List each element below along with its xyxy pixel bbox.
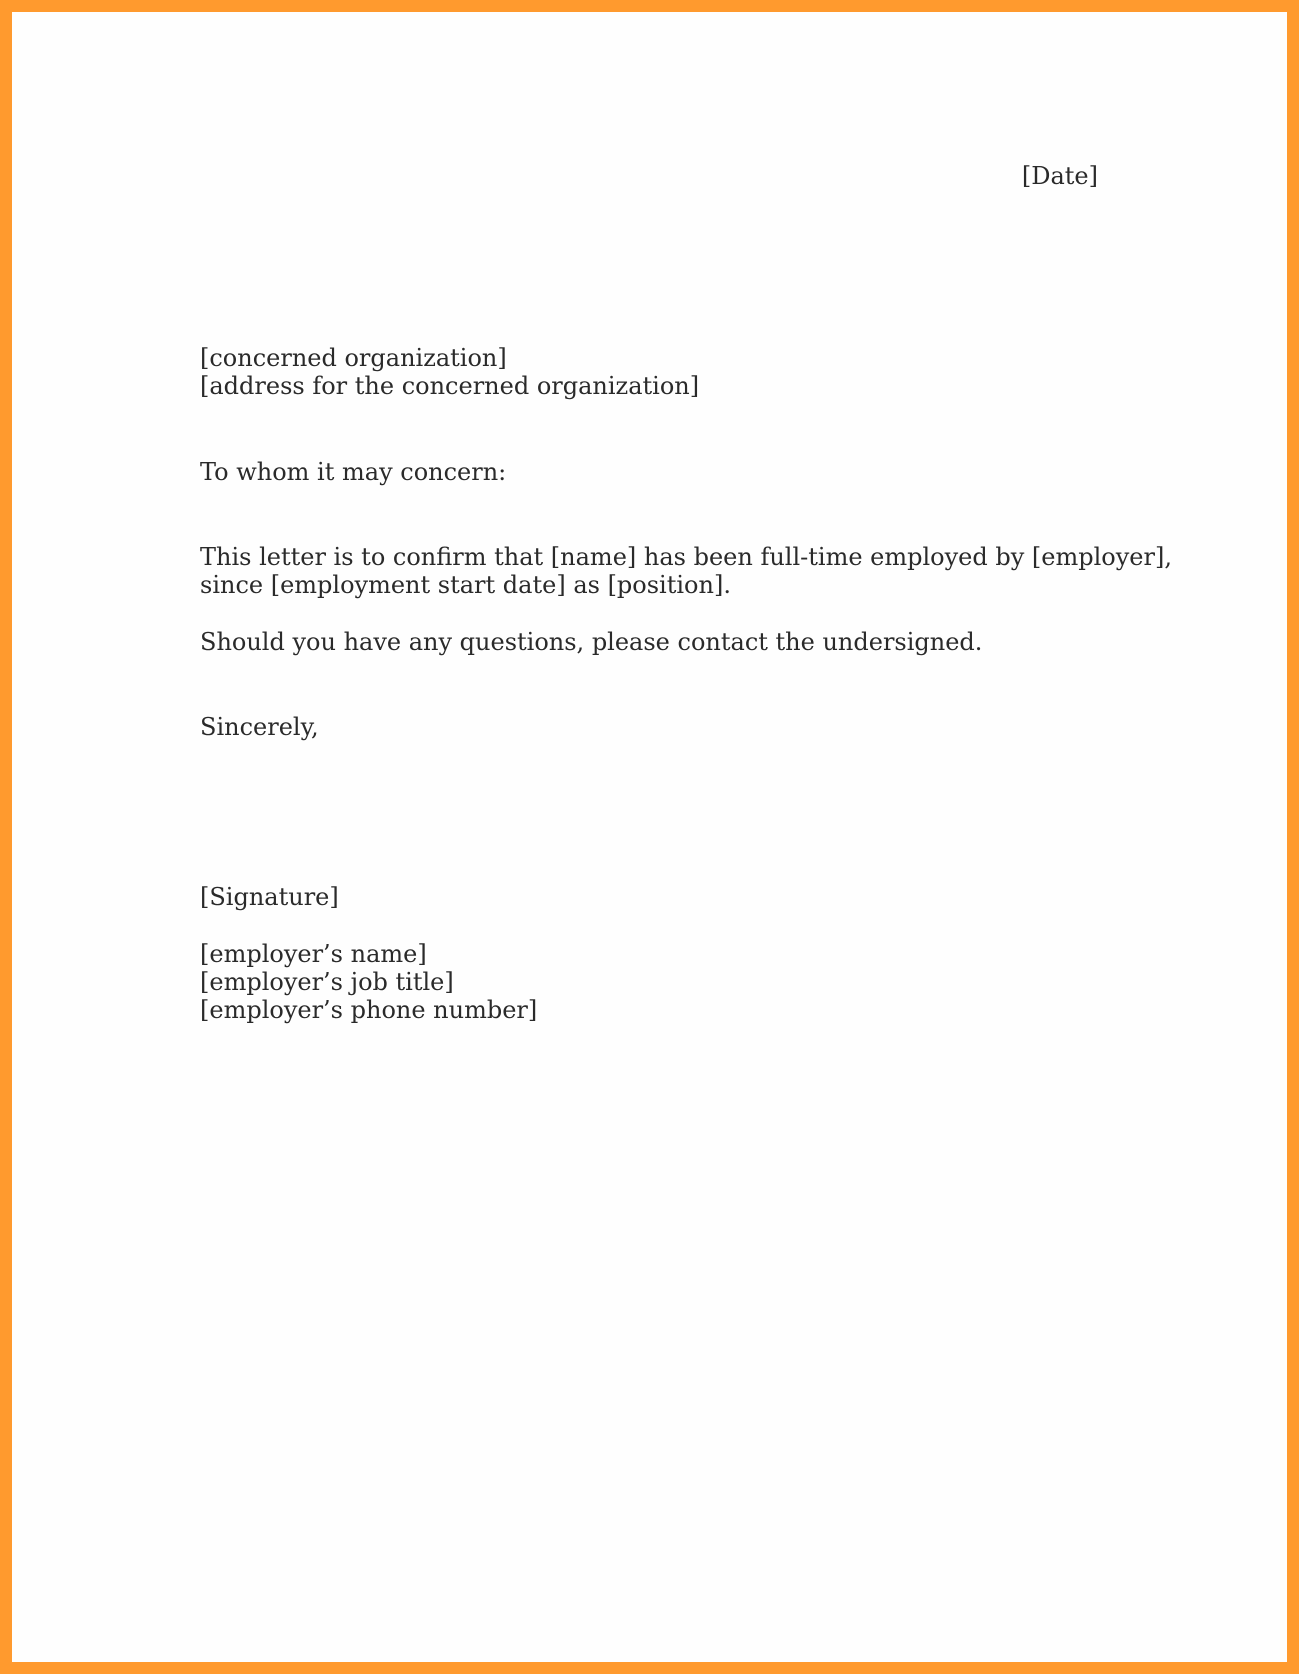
closing: Sincerely,	[200, 713, 319, 741]
body-paragraph-1-line-1: This letter is to confirm that [name] has been full-time employed by [employer],	[200, 543, 1172, 571]
signature-placeholder: [Signature]	[200, 883, 339, 911]
employer-phone: [employer’s phone number]	[200, 996, 538, 1024]
body-paragraph-1	[200, 543, 1172, 599]
employer-name: [employer’s name]	[200, 940, 427, 968]
recipient-address: [address for the concerned organization]	[200, 372, 700, 400]
body-paragraph-2: Should you have any questions, please contact the undersigned.	[200, 628, 983, 656]
body-paragraph-1-line-2: since [employment start date] as [position].	[200, 571, 731, 599]
recipient-block	[200, 344, 699, 400]
employer-job-title: [employer’s job title]	[200, 968, 454, 996]
recipient-organization: [concerned organization]	[200, 344, 507, 372]
salutation: To whom it may concern:	[200, 458, 507, 486]
employer-info-block	[200, 940, 537, 1024]
letter-date: [Date]	[1021, 162, 1098, 190]
